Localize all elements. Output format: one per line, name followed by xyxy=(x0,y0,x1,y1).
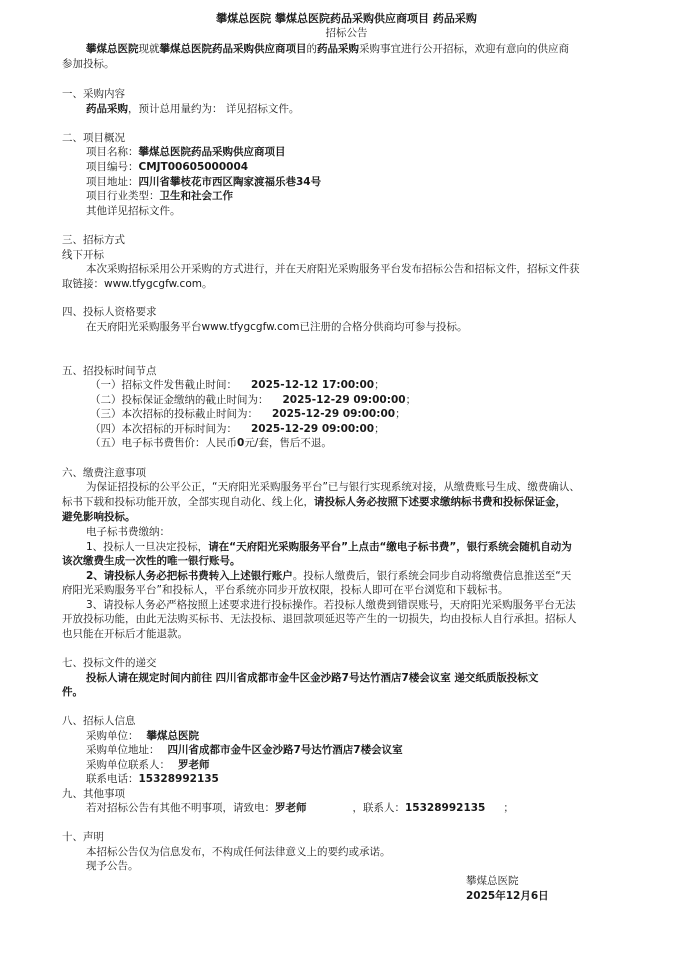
project-address-row xyxy=(86,175,321,190)
label: （一）招标文件发售截止时间： xyxy=(90,379,237,391)
rule-3-line-1: 3、请投标人务必严格按照上述要求进行投标操作。若投标人缴费到错误账号，天府阳光采购服务平台无法 xyxy=(86,599,576,611)
purchaser-address-row xyxy=(86,743,403,758)
opening-time: 2025-12-29 09:00:00 xyxy=(251,423,375,435)
project-name-row xyxy=(86,145,286,160)
purchaser-name: 攀煤总医院 xyxy=(146,730,199,742)
section-3-para-1: 本次采购招标采用公开采购的方式进行，并在天府阳光采购服务平台发布招标公告和招标文件，招标文件获 xyxy=(86,263,580,275)
project-industry: 卫生和社会工作 xyxy=(159,190,233,202)
sale-deadline: 2025-12-12 17:00:00 xyxy=(251,379,375,391)
project-other: 其他详见招标文件。 xyxy=(86,205,181,217)
emphasis-text: 请投标人务必按照下述要求缴纳标书费和投标保证金， xyxy=(314,496,566,508)
text: ； xyxy=(395,408,406,420)
intro-project: 攀煤总医院药品采购供应商项目 xyxy=(159,43,307,55)
label: 采购单位联系人： xyxy=(86,759,170,771)
section-10-heading: 十、声明 xyxy=(62,831,104,843)
rule-2-line-1 xyxy=(86,569,571,584)
section-4-para: 在天府阳光采购服务平台www.tfygcgfw.com已注册的合格分供商均可参与投标。 xyxy=(86,321,468,333)
text: 1、投标人一旦决定投标， xyxy=(86,541,209,553)
text: ，联系人： xyxy=(352,802,405,814)
disclaimer-text: 本招标公告仅为信息发布，不构成任何法律意义上的要约或承诺。 xyxy=(86,846,391,858)
project-code-row xyxy=(86,160,248,175)
emphasis-text: 2、请投标人务必把标书费转入上述银行账户 xyxy=(86,570,293,582)
text: 若对招标公告有其他不明事项，请致电： xyxy=(86,802,275,814)
inquiry-name: 罗老师 xyxy=(275,802,307,814)
purchaser-phone-row xyxy=(86,772,219,787)
closing-text: 现予公告。 xyxy=(86,860,139,872)
label: 联系电话： xyxy=(86,773,139,785)
timeline-item-2 xyxy=(90,393,416,408)
fee-payment-subheading: 电子标书费缴纳： xyxy=(86,526,170,538)
intro-org: 攀煤总医院 xyxy=(86,43,139,55)
inquiry-phone: 15328992135 xyxy=(405,802,486,814)
label: 项目编号： xyxy=(86,161,139,173)
section-6-para-1: 为保证招投标的公平公正，“天府阳光采购服务平台”已与银行实现系统对接，从缴费账号生成、缴费确认、 xyxy=(86,481,580,493)
intro-item: 药品采购 xyxy=(317,43,359,55)
timeline-item-1 xyxy=(90,378,385,393)
timeline-item-3 xyxy=(90,407,406,422)
section-9-para xyxy=(86,801,514,816)
purchaser-row xyxy=(86,729,199,744)
section-6-para-3: 避免影响投标。 xyxy=(62,511,136,523)
tender-mode: 线下开标 xyxy=(62,249,104,261)
rule-2-line-2: 府阳光采购服务平台”和投标人，平台系统亦同步开放权限，投标人即可在平台浏览和下载标书。 xyxy=(62,584,509,596)
label: 采购单位： xyxy=(86,730,139,742)
signature-date: 2025年12月6日 xyxy=(466,890,549,902)
rule-1-line-1 xyxy=(86,540,572,555)
section-3-para-2: 取链接：www.tfygcgfw.com。 xyxy=(62,278,213,290)
section-7-heading: 七、投标文件的递交 xyxy=(62,657,157,669)
intro-line-2: 参加投标。 xyxy=(62,58,115,70)
section-6-heading: 六、缴费注意事项 xyxy=(62,467,146,479)
intro-text: 的 xyxy=(306,43,317,55)
document-subtitle: 招标公告 xyxy=(325,27,368,39)
project-address: 四川省攀枝花市西区陶家渡福乐巷34号 xyxy=(138,176,322,188)
intro-text: 采购事宜进行公开招标，欢迎有意向的供应商 xyxy=(359,43,569,55)
rule-3-line-2: 开放投标功能，由此无法购买标书、无法投标、退回款项延迟等产生的一切损失，均由投标人自行承担。招标人 xyxy=(62,613,577,625)
label: 采购单位地址： xyxy=(86,744,160,756)
rule-3-line-3: 也只能在开标后才能退款。 xyxy=(62,628,188,640)
document-fee: 0 xyxy=(237,437,245,449)
purchaser-contact: 罗老师 xyxy=(178,759,210,771)
label: 项目行业类型： xyxy=(86,190,160,202)
deposit-deadline: 2025-12-29 09:00:00 xyxy=(282,394,406,406)
section-1-heading: 一、采购内容 xyxy=(62,88,125,100)
label: （五）电子标书费售价：人民币 xyxy=(90,437,237,449)
timeline-item-4 xyxy=(90,422,385,437)
text: 详见招标文件。 xyxy=(225,103,300,115)
section-3-heading: 三、招标方式 xyxy=(62,234,125,246)
text: ，预计总用量约为： xyxy=(128,103,223,115)
section-8-heading: 八、招标人信息 xyxy=(62,715,136,727)
project-industry-row xyxy=(86,189,233,204)
label: （三）本次招标的投标截止时间为： xyxy=(90,408,258,420)
intro-line-1 xyxy=(86,42,569,57)
section-4-heading: 四、投标人资格要求 xyxy=(62,306,157,318)
label: 项目名称： xyxy=(86,146,139,158)
signature-org: 攀煤总医院 xyxy=(466,875,519,887)
text: ； xyxy=(503,802,514,814)
timeline-item-5 xyxy=(90,436,332,451)
project-code: CMJT00605000004 xyxy=(138,161,249,173)
document-title: 攀煤总医院 攀煤总医院药品采购供应商项目 药品采购 xyxy=(216,12,477,25)
section-1-content xyxy=(86,102,299,117)
rule-1-line-2: 该次缴费生成一次性的唯一银行账号。 xyxy=(62,555,241,567)
label: （四）本次招标的开标时间为： xyxy=(90,423,237,435)
procurement-item: 药品采购 xyxy=(86,103,128,115)
text: ； xyxy=(374,379,385,391)
section-7-para-1: 投标人请在规定时间内前往 四川省成都市金牛区金沙路7号达竹酒店7楼会议室 递交纸质版投标文 xyxy=(86,672,539,684)
section-5-heading: 五、招投标时间节点 xyxy=(62,365,157,377)
text: ； xyxy=(374,423,385,435)
text: 标书下载和投标功能开放，全部实现自动化、线上化， xyxy=(62,496,314,508)
project-name: 攀煤总医院药品采购供应商项目 xyxy=(138,146,286,158)
purchaser-phone: 15328992135 xyxy=(138,773,219,785)
section-6-para-2 xyxy=(62,495,566,510)
text: ； xyxy=(405,394,417,406)
text: 元/套，售后不退。 xyxy=(244,437,332,449)
text: 。投标人缴费后，银行系统会同步自动将缴费信息推送至“天 xyxy=(292,570,572,582)
intro-text: 现就 xyxy=(138,43,160,55)
bid-deadline: 2025-12-29 09:00:00 xyxy=(272,408,396,420)
emphasis-text: 请在“天府阳光采购服务平台”上点击“缴电子标书费”，银行系统会随机自动为 xyxy=(208,541,572,553)
section-7-para-2: 件。 xyxy=(62,686,83,698)
purchaser-contact-row xyxy=(86,758,210,773)
section-9-heading: 九、其他事项 xyxy=(62,788,125,800)
label: 项目地址： xyxy=(86,176,139,188)
label: （二）投标保证金缴纳的截止时间为： xyxy=(90,394,269,406)
purchaser-address: 四川省成都市金牛区金沙路7号达竹酒店7楼会议室 xyxy=(167,744,403,756)
section-2-heading: 二、项目概况 xyxy=(62,132,125,144)
